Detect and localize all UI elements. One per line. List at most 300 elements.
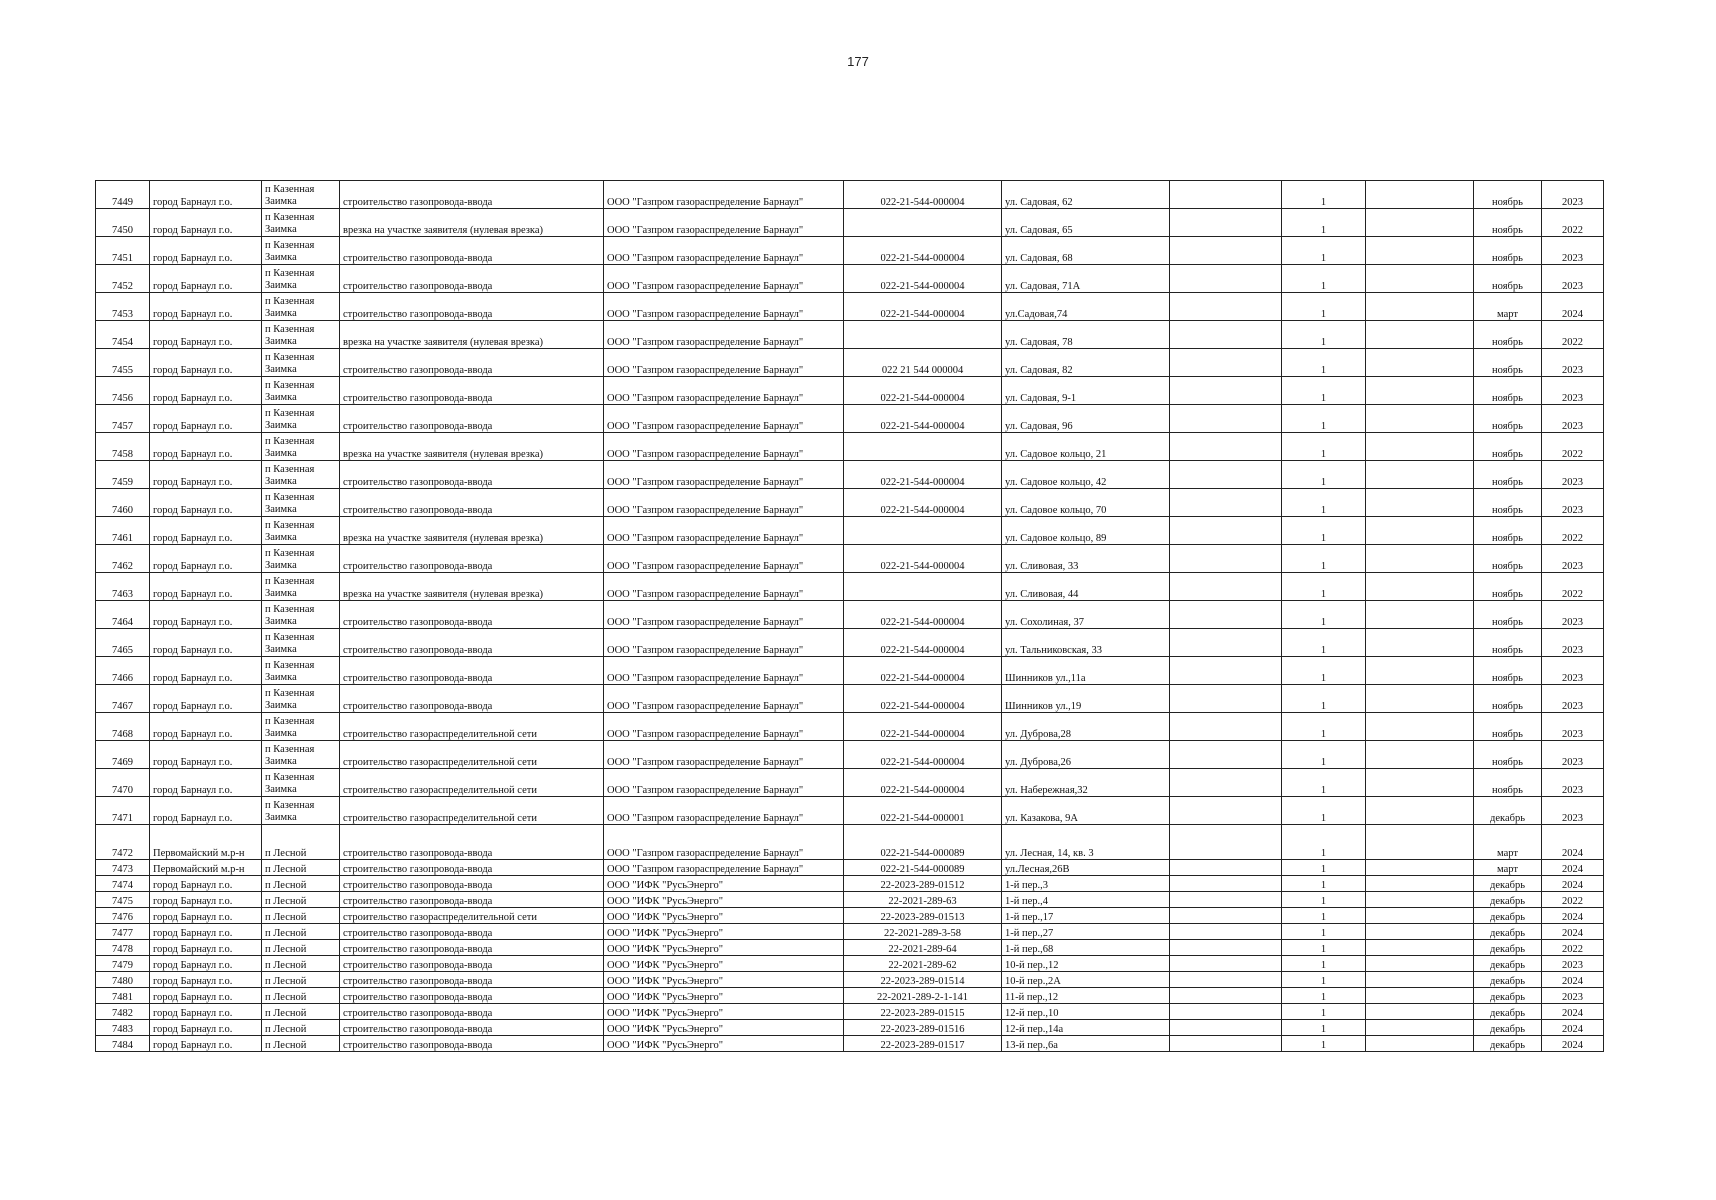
record-number-cell: 7465 (96, 629, 150, 657)
record-number-cell: 7470 (96, 769, 150, 797)
year-cell: 2023 (1542, 741, 1604, 769)
year-cell: 2023 (1542, 265, 1604, 293)
empty-cell (1366, 293, 1474, 321)
work-type-cell: строительство газопровода-ввода (340, 860, 604, 876)
settlement-cell: п Лесной (262, 1004, 340, 1020)
organization-cell: ООО "ИФК "РусьЭнерго" (604, 908, 844, 924)
empty-cell (1170, 657, 1282, 685)
month-cell: декабрь (1474, 1020, 1542, 1036)
organization-cell: ООО "ИФК "РусьЭнерго" (604, 956, 844, 972)
work-type-cell: строительство газопровода-ввода (340, 657, 604, 685)
work-type-cell: строительство газопровода-ввода (340, 988, 604, 1004)
empty-cell (1366, 972, 1474, 988)
district-cell: город Барнаул г.о. (150, 629, 262, 657)
district-cell: город Барнаул г.о. (150, 892, 262, 908)
year-cell: 2023 (1542, 713, 1604, 741)
record-number-cell: 7483 (96, 1020, 150, 1036)
district-cell: город Барнаул г.о. (150, 940, 262, 956)
empty-cell (1366, 209, 1474, 237)
record-number-cell: 7482 (96, 1004, 150, 1020)
settlement-label: п Казенная Заимка (265, 296, 315, 319)
year-cell: 2023 (1542, 181, 1604, 209)
table-row (96, 988, 1604, 1004)
settlement-label: п Казенная Заимка (265, 604, 315, 627)
address-cell: ул. Садовое кольцо, 70 (1002, 489, 1170, 517)
month-cell: декабрь (1474, 797, 1542, 825)
quantity-cell: 1 (1282, 461, 1366, 489)
record-number-cell: 7475 (96, 892, 150, 908)
record-number-cell: 7462 (96, 545, 150, 573)
district-cell: город Барнаул г.о. (150, 293, 262, 321)
month-cell: ноябрь (1474, 685, 1542, 713)
organization-cell: ООО "Газпром газораспределение Барнаул" (604, 461, 844, 489)
quantity-cell: 1 (1282, 860, 1366, 876)
table-row (96, 769, 1604, 797)
empty-cell (1366, 892, 1474, 908)
quantity-cell: 1 (1282, 293, 1366, 321)
registration-code-cell: 22-2023-289-01513 (844, 908, 1002, 924)
district-cell: город Барнаул г.о. (150, 713, 262, 741)
registration-code-cell: 022-21-544-000089 (844, 825, 1002, 860)
month-cell: ноябрь (1474, 265, 1542, 293)
work-type-cell: врезка на участке заявителя (нулевая врезка) (340, 573, 604, 601)
year-cell: 2024 (1542, 1036, 1604, 1052)
year-cell: 2024 (1542, 860, 1604, 876)
address-cell: 12-й пер.,10 (1002, 1004, 1170, 1020)
registration-code-cell: 022-21-544-000004 (844, 685, 1002, 713)
registration-code-cell: 022-21-544-000004 (844, 293, 1002, 321)
year-cell: 2023 (1542, 956, 1604, 972)
district-cell: город Барнаул г.о. (150, 181, 262, 209)
work-type-cell: строительство газораспределительной сети (340, 797, 604, 825)
work-type-cell: строительство газопровода-ввода (340, 489, 604, 517)
settlement-label: п Казенная Заимка (265, 436, 315, 459)
registration-code-cell: 022-21-544-000004 (844, 769, 1002, 797)
empty-cell (1170, 685, 1282, 713)
month-cell: ноябрь (1474, 181, 1542, 209)
settlement-label: п Казенная Заимка (265, 324, 315, 347)
registration-code-cell: 022-21-544-000004 (844, 237, 1002, 265)
table-row (96, 685, 1604, 713)
month-cell: ноябрь (1474, 209, 1542, 237)
registration-code-cell: 22-2021-289-3-58 (844, 924, 1002, 940)
month-cell: декабрь (1474, 908, 1542, 924)
gasification-registry-table (95, 180, 1604, 1052)
quantity-cell: 1 (1282, 573, 1366, 601)
address-cell: 1-й пер.,3 (1002, 876, 1170, 892)
work-type-cell: строительство газопровода-ввода (340, 181, 604, 209)
table-row (96, 892, 1604, 908)
year-cell: 2023 (1542, 545, 1604, 573)
settlement-label: п Казенная Заимка (265, 184, 315, 207)
organization-cell: ООО "Газпром газораспределение Барнаул" (604, 349, 844, 377)
empty-cell (1170, 237, 1282, 265)
empty-cell (1366, 1036, 1474, 1052)
record-number-cell: 7453 (96, 293, 150, 321)
month-cell: ноябрь (1474, 321, 1542, 349)
address-cell: ул. Садовая, 82 (1002, 349, 1170, 377)
quantity-cell: 1 (1282, 377, 1366, 405)
quantity-cell: 1 (1282, 601, 1366, 629)
work-type-cell: строительство газопровода-ввода (340, 629, 604, 657)
empty-cell (1170, 405, 1282, 433)
month-cell: март (1474, 860, 1542, 876)
month-cell: декабрь (1474, 972, 1542, 988)
work-type-cell: строительство газопровода-ввода (340, 685, 604, 713)
empty-cell (1366, 405, 1474, 433)
year-cell: 2023 (1542, 349, 1604, 377)
table-row (96, 405, 1604, 433)
organization-cell: ООО "Газпром газораспределение Барнаул" (604, 601, 844, 629)
empty-cell (1170, 601, 1282, 629)
address-cell: ул. Садовое кольцо, 89 (1002, 517, 1170, 545)
year-cell: 2022 (1542, 209, 1604, 237)
empty-cell (1366, 517, 1474, 545)
address-cell: 1-й пер.,27 (1002, 924, 1170, 940)
year-cell: 2023 (1542, 405, 1604, 433)
settlement-label: п Казенная Заимка (265, 772, 315, 795)
empty-cell (1366, 956, 1474, 972)
year-cell: 2022 (1542, 321, 1604, 349)
settlement-cell (262, 629, 340, 657)
organization-cell: ООО "ИФК "РусьЭнерго" (604, 988, 844, 1004)
settlement-cell (262, 433, 340, 461)
address-cell: ул. Лесная, 14, кв. 3 (1002, 825, 1170, 860)
organization-cell: ООО "Газпром газораспределение Барнаул" (604, 573, 844, 601)
quantity-cell: 1 (1282, 713, 1366, 741)
district-cell: город Барнаул г.о. (150, 321, 262, 349)
empty-cell (1170, 489, 1282, 517)
settlement-cell (262, 461, 340, 489)
record-number-cell: 7474 (96, 876, 150, 892)
table-row (96, 713, 1604, 741)
organization-cell: ООО "Газпром газораспределение Барнаул" (604, 517, 844, 545)
table-row (96, 1036, 1604, 1052)
settlement-label: п Казенная Заимка (265, 352, 315, 375)
empty-cell (1366, 433, 1474, 461)
settlement-cell (262, 209, 340, 237)
table-row (96, 924, 1604, 940)
year-cell: 2024 (1542, 825, 1604, 860)
district-cell: город Барнаул г.о. (150, 601, 262, 629)
year-cell: 2024 (1542, 972, 1604, 988)
registration-code-cell: 022-21-544-000004 (844, 629, 1002, 657)
settlement-label: п Казенная Заимка (265, 688, 315, 711)
settlement-cell (262, 349, 340, 377)
settlement-cell (262, 489, 340, 517)
registration-code-cell: 022-21-544-000004 (844, 265, 1002, 293)
quantity-cell: 1 (1282, 972, 1366, 988)
quantity-cell: 1 (1282, 657, 1366, 685)
organization-cell: ООО "ИФК "РусьЭнерго" (604, 924, 844, 940)
quantity-cell: 1 (1282, 797, 1366, 825)
empty-cell (1366, 601, 1474, 629)
organization-cell: ООО "Газпром газораспределение Барнаул" (604, 685, 844, 713)
month-cell: ноябрь (1474, 573, 1542, 601)
registration-code-cell: 22-2023-289-01514 (844, 972, 1002, 988)
settlement-cell (262, 573, 340, 601)
record-number-cell: 7461 (96, 517, 150, 545)
month-cell: декабрь (1474, 892, 1542, 908)
organization-cell: ООО "ИФК "РусьЭнерго" (604, 940, 844, 956)
organization-cell: ООО "Газпром газораспределение Барнаул" (604, 797, 844, 825)
district-cell: город Барнаул г.о. (150, 433, 262, 461)
work-type-cell: строительство газопровода-ввода (340, 293, 604, 321)
quantity-cell: 1 (1282, 876, 1366, 892)
registration-code-cell: 022-21-544-000004 (844, 181, 1002, 209)
record-number-cell: 7472 (96, 825, 150, 860)
record-number-cell: 7479 (96, 956, 150, 972)
district-cell: город Барнаул г.о. (150, 956, 262, 972)
settlement-label: п Казенная Заимка (265, 464, 315, 487)
empty-cell (1366, 988, 1474, 1004)
month-cell: ноябрь (1474, 237, 1542, 265)
year-cell: 2022 (1542, 892, 1604, 908)
district-cell: город Барнаул г.о. (150, 1004, 262, 1020)
settlement-cell (262, 181, 340, 209)
settlement-cell (262, 517, 340, 545)
district-cell: город Барнаул г.о. (150, 908, 262, 924)
quantity-cell: 1 (1282, 237, 1366, 265)
work-type-cell: строительство газопровода-ввода (340, 876, 604, 892)
year-cell: 2023 (1542, 797, 1604, 825)
quantity-cell: 1 (1282, 988, 1366, 1004)
settlement-label: п Казенная Заимка (265, 408, 315, 431)
record-number-cell: 7454 (96, 321, 150, 349)
empty-cell (1170, 349, 1282, 377)
record-number-cell: 7452 (96, 265, 150, 293)
address-cell: ул. Садовая, 68 (1002, 237, 1170, 265)
settlement-cell (262, 293, 340, 321)
table-row (96, 825, 1604, 860)
table-row (96, 321, 1604, 349)
settlement-label: п Казенная Заимка (265, 268, 315, 291)
record-number-cell: 7469 (96, 741, 150, 769)
empty-cell (1366, 797, 1474, 825)
empty-cell (1170, 433, 1282, 461)
empty-cell (1366, 860, 1474, 876)
registration-code-cell (844, 321, 1002, 349)
quantity-cell: 1 (1282, 209, 1366, 237)
year-cell: 2023 (1542, 629, 1604, 657)
table-row (96, 1020, 1604, 1036)
year-cell: 2022 (1542, 517, 1604, 545)
month-cell: декабрь (1474, 876, 1542, 892)
year-cell: 2023 (1542, 489, 1604, 517)
table-body (96, 181, 1604, 1052)
settlement-cell (262, 545, 340, 573)
empty-cell (1170, 892, 1282, 908)
year-cell: 2023 (1542, 377, 1604, 405)
address-cell: ул. Садовая, 71А (1002, 265, 1170, 293)
table-row (96, 293, 1604, 321)
registration-code-cell: 022-21-544-000004 (844, 405, 1002, 433)
empty-cell (1366, 924, 1474, 940)
organization-cell: ООО "Газпром газораспределение Барнаул" (604, 713, 844, 741)
registration-code-cell: 22-2021-289-2-1-141 (844, 988, 1002, 1004)
record-number-cell: 7478 (96, 940, 150, 956)
table-row (96, 940, 1604, 956)
quantity-cell: 1 (1282, 321, 1366, 349)
table-row (96, 545, 1604, 573)
district-cell: город Барнаул г.о. (150, 1036, 262, 1052)
registration-code-cell (844, 517, 1002, 545)
settlement-cell: п Лесной (262, 940, 340, 956)
organization-cell: ООО "Газпром газораспределение Барнаул" (604, 433, 844, 461)
registration-code-cell: 22-2021-289-63 (844, 892, 1002, 908)
record-number-cell: 7455 (96, 349, 150, 377)
year-cell: 2022 (1542, 940, 1604, 956)
settlement-cell: п Лесной (262, 1020, 340, 1036)
settlement-cell (262, 713, 340, 741)
address-cell: ул. Садовая, 9-1 (1002, 377, 1170, 405)
empty-cell (1170, 972, 1282, 988)
address-cell: ул. Дуброва,26 (1002, 741, 1170, 769)
month-cell: ноябрь (1474, 741, 1542, 769)
settlement-label: п Казенная Заимка (265, 380, 315, 403)
registration-code-cell: 022-21-544-000004 (844, 545, 1002, 573)
year-cell: 2024 (1542, 1020, 1604, 1036)
settlement-cell (262, 377, 340, 405)
settlement-cell: п Лесной (262, 956, 340, 972)
address-cell: 1-й пер.,17 (1002, 908, 1170, 924)
work-type-cell: строительство газопровода-ввода (340, 1020, 604, 1036)
quantity-cell: 1 (1282, 940, 1366, 956)
empty-cell (1366, 321, 1474, 349)
registration-code-cell: 022-21-544-000004 (844, 489, 1002, 517)
empty-cell (1366, 545, 1474, 573)
month-cell: ноябрь (1474, 629, 1542, 657)
empty-cell (1170, 1004, 1282, 1020)
work-type-cell: строительство газопровода-ввода (340, 265, 604, 293)
empty-cell (1170, 181, 1282, 209)
year-cell: 2024 (1542, 924, 1604, 940)
settlement-cell: п Лесной (262, 972, 340, 988)
work-type-cell: строительство газопровода-ввода (340, 1004, 604, 1020)
organization-cell: ООО "Газпром газораспределение Барнаул" (604, 405, 844, 433)
year-cell: 2023 (1542, 988, 1604, 1004)
empty-cell (1366, 825, 1474, 860)
empty-cell (1366, 237, 1474, 265)
settlement-cell (262, 769, 340, 797)
empty-cell (1366, 769, 1474, 797)
work-type-cell: строительство газораспределительной сети (340, 908, 604, 924)
empty-cell (1366, 349, 1474, 377)
table-row (96, 1004, 1604, 1020)
record-number-cell: 7476 (96, 908, 150, 924)
settlement-label: п Казенная Заимка (265, 744, 315, 767)
district-cell: город Барнаул г.о. (150, 377, 262, 405)
quantity-cell: 1 (1282, 489, 1366, 517)
address-cell: ул. Садовая, 96 (1002, 405, 1170, 433)
registration-code-cell: 022-21-544-000004 (844, 741, 1002, 769)
organization-cell: ООО "Газпром газораспределение Барнаул" (604, 657, 844, 685)
settlement-cell: п Лесной (262, 860, 340, 876)
organization-cell: ООО "Газпром газораспределение Барнаул" (604, 769, 844, 797)
settlement-label: п Казенная Заимка (265, 548, 315, 571)
registration-code-cell (844, 433, 1002, 461)
empty-cell (1170, 517, 1282, 545)
table-row (96, 657, 1604, 685)
table-row (96, 797, 1604, 825)
settlement-cell: п Лесной (262, 988, 340, 1004)
organization-cell: ООО "Газпром газораспределение Барнаул" (604, 825, 844, 860)
settlement-cell: п Лесной (262, 825, 340, 860)
work-type-cell: строительство газораспределительной сети (340, 713, 604, 741)
settlement-cell: п Лесной (262, 924, 340, 940)
organization-cell: ООО "Газпром газораспределение Барнаул" (604, 237, 844, 265)
empty-cell (1366, 1020, 1474, 1036)
quantity-cell: 1 (1282, 433, 1366, 461)
month-cell: декабрь (1474, 988, 1542, 1004)
settlement-cell (262, 741, 340, 769)
organization-cell: ООО "ИФК "РусьЭнерго" (604, 892, 844, 908)
empty-cell (1170, 741, 1282, 769)
year-cell: 2022 (1542, 433, 1604, 461)
settlement-label: п Казенная Заимка (265, 800, 315, 823)
table-row (96, 489, 1604, 517)
empty-cell (1366, 876, 1474, 892)
work-type-cell: строительство газопровода-ввода (340, 237, 604, 265)
work-type-cell: строительство газопровода-ввода (340, 924, 604, 940)
year-cell: 2023 (1542, 237, 1604, 265)
address-cell: ул. Садовая, 65 (1002, 209, 1170, 237)
organization-cell: ООО "Газпром газораспределение Барнаул" (604, 209, 844, 237)
settlement-cell (262, 797, 340, 825)
address-cell: ул.Лесная,26В (1002, 860, 1170, 876)
empty-cell (1170, 209, 1282, 237)
empty-cell (1366, 940, 1474, 956)
empty-cell (1170, 1036, 1282, 1052)
table-row (96, 461, 1604, 489)
district-cell: город Барнаул г.о. (150, 1020, 262, 1036)
district-cell: город Барнаул г.о. (150, 573, 262, 601)
address-cell: ул. Садовая, 78 (1002, 321, 1170, 349)
organization-cell: ООО "ИФК "РусьЭнерго" (604, 876, 844, 892)
settlement-cell (262, 657, 340, 685)
registration-code-cell: 22-2023-289-01517 (844, 1036, 1002, 1052)
district-cell: город Барнаул г.о. (150, 924, 262, 940)
year-cell: 2023 (1542, 461, 1604, 489)
address-cell: ул. Садовое кольцо, 21 (1002, 433, 1170, 461)
settlement-label: п Казенная Заимка (265, 240, 315, 263)
empty-cell (1170, 940, 1282, 956)
empty-cell (1170, 988, 1282, 1004)
record-number-cell: 7484 (96, 1036, 150, 1052)
settlement-cell (262, 321, 340, 349)
registration-code-cell: 022-21-544-000089 (844, 860, 1002, 876)
work-type-cell: строительство газопровода-ввода (340, 349, 604, 377)
table-row (96, 972, 1604, 988)
month-cell: декабрь (1474, 1004, 1542, 1020)
record-number-cell: 7457 (96, 405, 150, 433)
table-row (96, 377, 1604, 405)
table-row (96, 629, 1604, 657)
organization-cell: ООО "ИФК "РусьЭнерго" (604, 1020, 844, 1036)
year-cell: 2022 (1542, 573, 1604, 601)
work-type-cell: строительство газопровода-ввода (340, 940, 604, 956)
month-cell: ноябрь (1474, 377, 1542, 405)
work-type-cell: строительство газопровода-ввода (340, 405, 604, 433)
empty-cell (1170, 629, 1282, 657)
district-cell: город Барнаул г.о. (150, 349, 262, 377)
settlement-label: п Казенная Заимка (265, 492, 315, 515)
month-cell: ноябрь (1474, 517, 1542, 545)
table-row (96, 860, 1604, 876)
empty-cell (1170, 713, 1282, 741)
organization-cell: ООО "Газпром газораспределение Барнаул" (604, 489, 844, 517)
record-number-cell: 7460 (96, 489, 150, 517)
